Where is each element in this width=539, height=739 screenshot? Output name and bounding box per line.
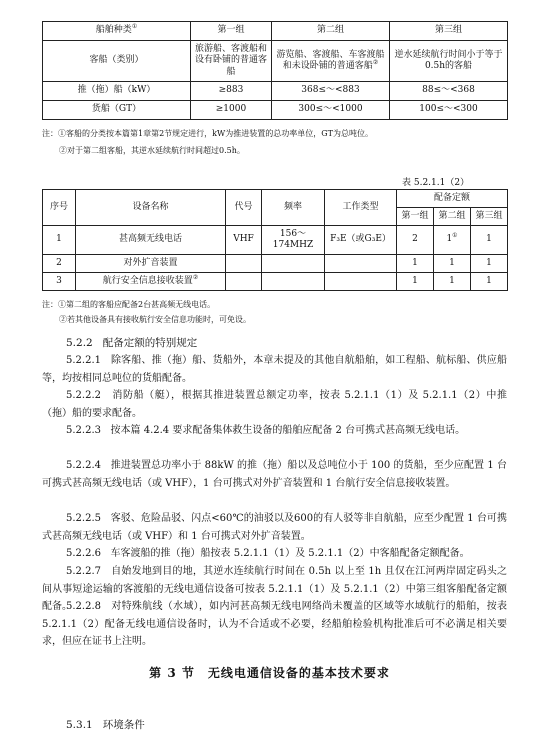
table-row xyxy=(43,273,508,291)
table-cell xyxy=(325,255,397,273)
table-cell: 第一组 xyxy=(397,208,434,226)
table-cell: ≥883 xyxy=(191,82,272,101)
paragraph: 5.2.2.7 自始发地到目的地，其逆水连续航行时间在 0.5h 以上至 1h 且仅在江河两岸固定码头之间从事短途运输的客渡船的无线电通信设备可按表 5.2.1.1（1）及 5.2.1.1（2）中第三组客船配备定额配备。 xyxy=(42,566,507,612)
table-cell: 1 xyxy=(471,273,508,291)
vessel-group-table xyxy=(42,21,508,120)
table-cell: 1 xyxy=(397,255,434,273)
table-cell xyxy=(262,273,325,291)
table-cell: 368≤～<883 xyxy=(272,82,390,101)
table-cell: 3 xyxy=(43,273,76,291)
table-row xyxy=(43,101,508,120)
table-cell: 1 xyxy=(43,226,76,255)
table-header-row xyxy=(43,22,508,41)
table-cell: 第三组 xyxy=(390,22,508,41)
table-cell: 货船（GT） xyxy=(43,101,191,120)
table-cell xyxy=(325,273,397,291)
paragraph: 5.2.2.5 客驳、危险品驳、闪点<60℃的油驳以及600的有人驳等非自航船，应至少配置 1 台可携式甚高频无线电话（或 VHF）和 1 台可携式对外扩音装置。 xyxy=(42,513,507,542)
paragraph: 5.2.2.2 消防船（艇），根据其推进装置总额定功率，按表 5.2.1.1（1）及 5.2.1.1（2）中推（拖）船的要求配备。 xyxy=(42,390,507,419)
table-cell: VHF xyxy=(226,226,262,255)
table-note: ②对于第二组客船，其逆水延续航行时间超过0.5h。 xyxy=(59,146,245,155)
table-cell: 2 xyxy=(43,255,76,273)
table-cell xyxy=(226,273,262,291)
subsection-heading: 5.2.2 配备定额的特别规定 xyxy=(66,337,198,349)
table-cell: 156～174MHZ xyxy=(262,226,325,255)
table-cell: 1 xyxy=(397,273,434,291)
paragraph: 5.2.2.8 对特殊航线（水域），如内河甚高频无线电网络尚未覆盖的区域等水域航行的船舶，按表 5.2.1.1（2）配备无线电通信设备时，认为不合适或不必要，经船舶检验机构批准后可不必满足相关要求，但应在证书上注明。 xyxy=(42,601,507,647)
table-cell: 航行安全信息接收装置② xyxy=(76,273,226,291)
table-cell: 第三组 xyxy=(471,208,508,226)
table-row xyxy=(43,226,508,255)
table-cell: 第二组 xyxy=(434,208,471,226)
table-cell: 300≤～<1000 xyxy=(272,101,390,120)
table-note: ②若其他设备具有接收航行安全信息功能时，可免设。 xyxy=(59,315,251,324)
table-cell: 旅游船、客渡船和设有卧铺的普通客船 xyxy=(191,41,272,82)
table-cell: ≥1000 xyxy=(191,101,272,120)
table-cell: 工作类型 xyxy=(325,190,397,226)
table-cell: 甚高频无线电话 xyxy=(76,226,226,255)
table-cell: 第二组 xyxy=(272,22,390,41)
table-cell: 第一组 xyxy=(191,22,272,41)
table-cell xyxy=(262,255,325,273)
table-cell: 频率 xyxy=(262,190,325,226)
table-note: 注：①客船的分类按本篇第1章第2节规定进行，kW为推进装置的总功率单位，GT为总吨位。 xyxy=(42,129,373,138)
table-cell: 推（拖）船（kW） xyxy=(43,82,191,101)
paragraph: 5.2.2.3 按本篇 4.2.4 要求配备集体救生设备的船舶应配备 2 台可携式甚高频无线电话。 xyxy=(66,425,466,436)
table-note: 注：①第二组的客船应配备2台甚高频无线电话。 xyxy=(42,300,216,309)
table-row xyxy=(43,255,508,273)
paragraph: 5.2.2.6 车客渡船的推（拖）船按表 5.2.1.1（1）及 5.2.1.1（2）中客船配备定额配备。 xyxy=(66,548,470,559)
table-header-row xyxy=(43,190,508,208)
table-row xyxy=(43,41,508,82)
table-cell: 船舶种类① xyxy=(43,22,191,41)
table-cell: 对外扩音装置 xyxy=(76,255,226,273)
paragraph: 5.2.2.4 推进装置总功率小于 88kW 的推（拖）船以及总吨位小于 100 的货船，至少应配置 1 台可携式甚高频无线电话（或 VHF），1 台可携式对外扩音装置和 1 台航行安全信息接收装置。 xyxy=(42,460,507,489)
table-caption: 表 5.2.1.1（2） xyxy=(402,178,470,188)
table-cell: 1① xyxy=(434,226,471,255)
table-cell xyxy=(226,255,262,273)
section-heading: 第 3 节 无线电通信设备的基本技术要求 xyxy=(149,666,390,680)
table-cell: 设备名称 xyxy=(76,190,226,226)
table-cell: 1 xyxy=(471,255,508,273)
table-row xyxy=(43,82,508,101)
table-cell: 88≤～<368 xyxy=(390,82,508,101)
table-cell: F₃E（或G₃E） xyxy=(325,226,397,255)
table-cell: 配备定额 xyxy=(397,190,508,208)
table-cell: 2 xyxy=(397,226,434,255)
table-cell: 代号 xyxy=(226,190,262,226)
subsection-heading: 5.3.1 环境条件 xyxy=(66,719,145,731)
table-cell: 客船（类别） xyxy=(43,41,191,82)
table-cell: 游览船、客渡船、车客渡船和未设卧铺的普通客船② xyxy=(272,41,390,82)
table-cell: 1 xyxy=(434,273,471,291)
table-cell: 1 xyxy=(434,255,471,273)
paragraph: 5.2.2.1 除客船、推（拖）船、货船外，本章未提及的其他自航船舶，如工程船、航标船、供应船等，均按相同总吨位的货船配备。 xyxy=(42,355,507,384)
table-cell: 逆水延续航行时间小于等于0.5h的客船 xyxy=(390,41,508,82)
table-cell: 100≤～<300 xyxy=(390,101,508,120)
equipment-quota-table xyxy=(42,189,508,291)
table-cell: 序号 xyxy=(43,190,76,226)
table-cell: 1 xyxy=(471,226,508,255)
